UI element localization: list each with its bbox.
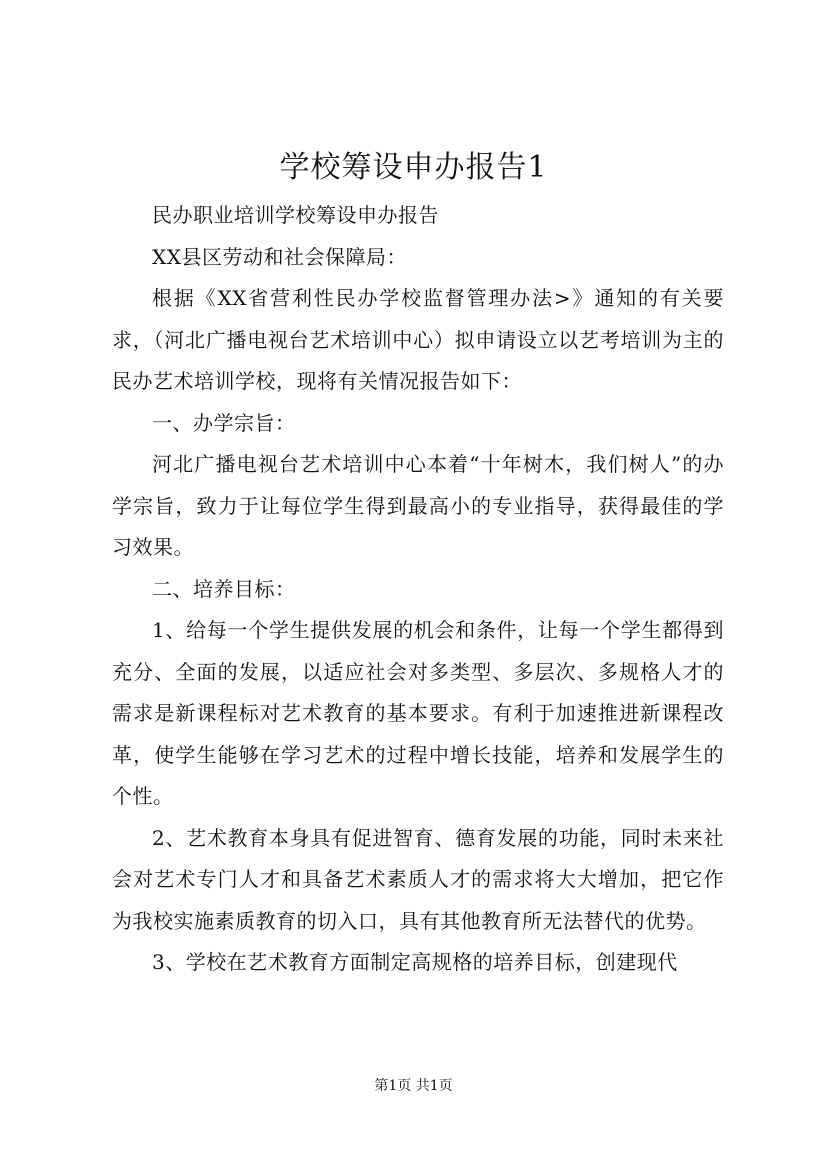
document-title: 学校筹设申办报告1 xyxy=(279,150,548,185)
page-footer: 第1页 共1页 xyxy=(374,1078,453,1094)
paragraph-goal-2: 2、艺术教育本身具有促进智育、德育发展的功能，同时未来社会对艺术专门人才和具备艺术素质人才的需求将大大增加，把它作为我校实施素质教育的切入口，具有其他教育所无法替代的优势。 xyxy=(112,825,724,933)
paragraph-addressee: XX县区劳动和社会保障局： xyxy=(152,244,407,269)
paragraph-goal-3: 3、学校在艺术教育方面制定高规格的培养目标，创建现代 xyxy=(152,950,678,974)
section-heading-purpose: 一、办学宗旨： xyxy=(152,410,296,435)
document-body xyxy=(112,195,724,984)
paragraph-subtitle: 民办职业培训学校筹设申办报告 xyxy=(152,203,439,227)
paragraph-intro: 根据《XX省营利性民办学校监督管理办法>》通知的有关要求，（河北广播电视台艺术培训中心）拟申请设立以艺考培训为主的民办艺术培训学校，现将有关情况报告如下： xyxy=(112,286,724,393)
paragraph-goal-1: 1、给每一个学生提供发展的机会和条件，让每一个学生都得到充分、全面的发展，以适应社会对多类型、多层次、多规格人才的需求是新课程标对艺术教育的基本要求。有利于加速推进新课程改革，使学生能够在学习艺术的过程中增长技能，培养和发展学生的个性。 xyxy=(112,618,724,808)
paragraph-purpose: 河北广播电视台艺术培训中心本着“十年树木，我们树人”的办学宗旨，致力于让每位学生得到最高小的专业指导，获得最佳的学习效果。 xyxy=(112,452,724,559)
section-heading-goals: 二、培养目标： xyxy=(152,576,296,601)
